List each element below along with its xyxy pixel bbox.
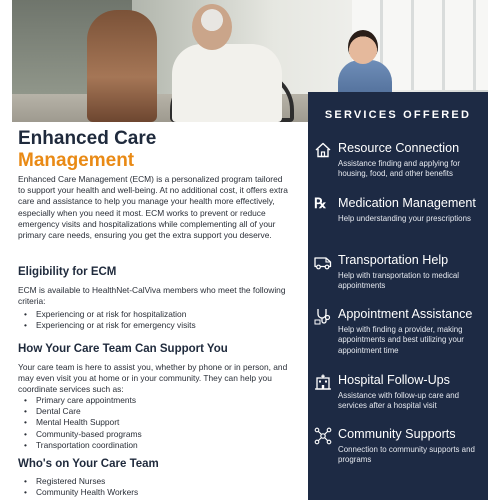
- hospital-icon: [314, 373, 332, 391]
- service-desc: Help understanding your prescriptions: [338, 214, 471, 223]
- elder-body-figure: [172, 44, 282, 122]
- page-title-line2: Management: [18, 150, 135, 171]
- list-item: • Dental Care: [24, 406, 142, 417]
- intro-paragraph: Enhanced Care Management (ECM) is a personalized program tailored to support your health and well-being. At no additional cost, it offers extra care and assistance to help you manage your health more effectively, especially when you need it most. ECM works to prevent or reduce emergency visits and hospitalizations while complementing all of your primary care needs, ensuring you get the extra support you deserve.: [18, 174, 288, 241]
- list-item: • Community-based programs: [24, 429, 142, 440]
- service-name: Medication Management: [338, 196, 476, 210]
- stethoscope-icon: [314, 307, 332, 325]
- page-title: [18, 128, 156, 172]
- rx-icon: ℞: [314, 197, 327, 212]
- list-item: • Registered Nurses: [24, 476, 138, 487]
- service-name: Hospital Follow-Ups: [338, 373, 450, 387]
- elder-head-figure: [192, 4, 232, 50]
- child-head-figure: [348, 30, 378, 64]
- list-item: • Experiencing or at risk for emergency visits: [24, 320, 196, 331]
- list-item: • Primary care appointments: [24, 395, 142, 406]
- list-item: • Transportation coordination: [24, 440, 142, 451]
- van-icon: [314, 253, 332, 271]
- eligibility-text: ECM is available to HealthNet-CalViva members who meet the following criteria:: [18, 285, 286, 307]
- service-name: Community Supports: [338, 427, 456, 441]
- eligibility-heading: Eligibility for ECM: [18, 266, 117, 278]
- house-icon: [314, 141, 332, 159]
- care-support-text: Your care team is here to assist you, whether by phone or in person, and may even visit you at home or in your community. They can help you coordinate services such as:: [18, 362, 288, 395]
- service-desc: Help with finding a provider, making appointments and best utilizing your appointment time: [338, 325, 464, 355]
- list-item: • Experiencing or at risk for hospitalization: [24, 309, 196, 320]
- service-name: Appointment Assistance: [338, 307, 473, 321]
- service-desc: Assistance with follow-up care and services after a hospital visit: [338, 391, 460, 411]
- service-name: Resource Connection: [338, 141, 460, 155]
- care-support-heading: How Your Care Team Can Support You: [18, 343, 228, 355]
- page-title-line1: Enhanced Care: [18, 128, 157, 149]
- eligibility-list: [24, 309, 196, 331]
- service-desc: Connection to community supports and programs: [338, 445, 475, 465]
- service-desc: Help with transportation to medical appointments: [338, 271, 460, 291]
- care-team-list: [24, 476, 138, 498]
- list-item: • Community Health Workers: [24, 487, 138, 498]
- services-heading: SERVICES OFFERED: [324, 109, 472, 121]
- service-desc: Assistance finding and applying for housing, food, and other benefits: [338, 159, 460, 179]
- care-support-list: [24, 395, 142, 451]
- community-network-icon: [314, 427, 332, 445]
- list-item: • Mental Health Support: [24, 417, 142, 428]
- caregiver-figure: [87, 10, 157, 122]
- care-team-heading: Who's on Your Care Team: [18, 458, 159, 470]
- service-name: Transportation Help: [338, 253, 449, 267]
- services-panel: [308, 92, 488, 500]
